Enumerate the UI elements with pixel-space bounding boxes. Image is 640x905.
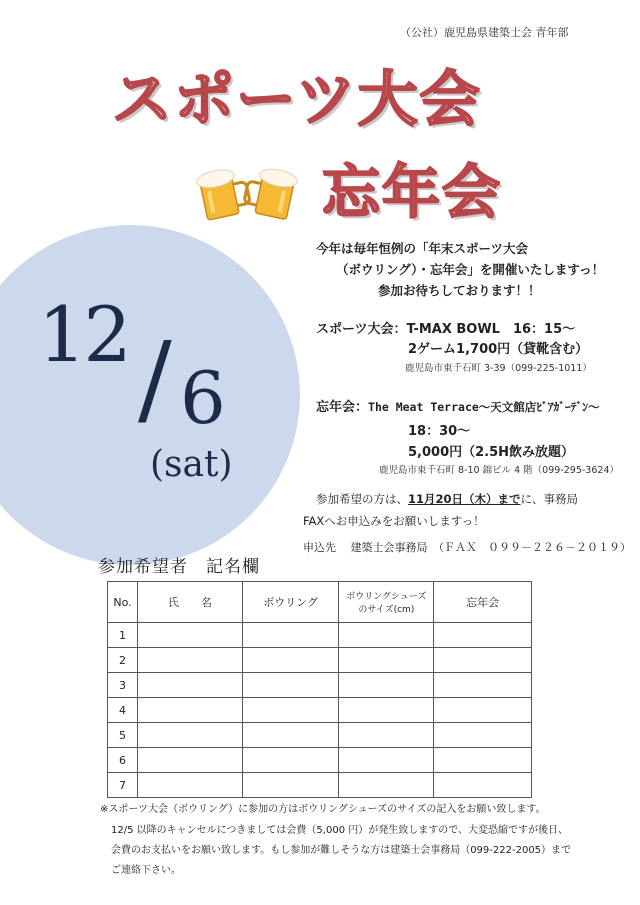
row-number: 2	[108, 648, 138, 673]
apply-pre: 参加希望の方は、	[316, 492, 408, 506]
name-cell[interactable]	[137, 673, 242, 698]
party-cell[interactable]	[434, 673, 532, 698]
party-cell[interactable]	[434, 698, 532, 723]
party-cell[interactable]	[434, 623, 532, 648]
bowling-cell[interactable]	[242, 773, 339, 798]
apply-contact: 申込先 建築士会事務局 （ＦＡＸ ０９９－２２６－２０１９）	[303, 541, 631, 554]
party-cell[interactable]	[434, 723, 532, 748]
party-venue: The Meat Terrace～天文館店ﾋﾞｱｶﾞｰﾃﾞﾝ～	[368, 400, 600, 414]
sports-label: スポーツ大会：	[316, 322, 407, 337]
header-bowling: ボウリング	[242, 582, 339, 623]
header-shoe-size: ボウリングシューズのサイズ(cm)	[339, 582, 434, 623]
party-fee: 5,000円（2.5H飲み放題）	[408, 445, 575, 460]
bowling-cell[interactable]	[242, 673, 339, 698]
shoe-size-cell[interactable]	[339, 648, 434, 673]
header-no: No.	[108, 582, 138, 623]
bowling-cell[interactable]	[242, 648, 339, 673]
table-row	[108, 698, 532, 723]
beer-mugs-icon	[196, 165, 306, 225]
intro-line-2: （ボウリング）・忘年会」を開催いたしますっ！	[336, 262, 605, 277]
row-number: 5	[108, 723, 138, 748]
row-number: 3	[108, 673, 138, 698]
shoe-size-cell[interactable]	[339, 773, 434, 798]
bowling-cell[interactable]	[242, 748, 339, 773]
party-time: 18：30～	[408, 424, 471, 439]
shoe-size-cell[interactable]	[339, 623, 434, 648]
party-info	[316, 396, 600, 415]
bowling-cell[interactable]	[242, 698, 339, 723]
table-row	[108, 723, 532, 748]
table-header-row	[108, 582, 532, 623]
name-cell[interactable]	[137, 723, 242, 748]
party-label: 忘年会：	[316, 400, 369, 415]
apply-deadline: 11月20日（木）まで	[408, 492, 521, 506]
party-cell[interactable]	[434, 648, 532, 673]
date-slash: /	[138, 320, 172, 437]
table-row	[108, 623, 532, 648]
note-line-3: 会費のお支払いをお願い致します。もし参加が難しそうな方は建築士会事務局（099-222-2005）まで	[111, 845, 572, 856]
name-cell[interactable]	[137, 623, 242, 648]
name-cell[interactable]	[137, 773, 242, 798]
apply-line-2: FAXへお申込みをお願いしますっ！	[303, 514, 485, 528]
organizer-label: （公社）鹿児島県建築士会 青年部	[400, 26, 569, 39]
event-title-party: 忘年会	[322, 158, 503, 226]
name-cell[interactable]	[137, 748, 242, 773]
row-number: 7	[108, 773, 138, 798]
table-row	[108, 673, 532, 698]
note-line-2: 12/5 以降のキャンセルにつきましては会費（5,000 円）が発生致しますので、大変恐縮ですが後日、	[111, 825, 569, 836]
party-address: 鹿児島市東千石町 8-10 錦ビル 4 階（099-295-3624）	[379, 465, 619, 476]
party-cell[interactable]	[434, 748, 532, 773]
row-number: 6	[108, 748, 138, 773]
bowling-cell[interactable]	[242, 623, 339, 648]
event-title-sports: スポーツ大会	[112, 65, 482, 135]
date-month: 12	[38, 290, 129, 379]
date-day: 6	[180, 356, 226, 440]
shoe-size-cell[interactable]	[339, 748, 434, 773]
sports-address: 鹿児島市東千石町 3-39（099-225-1011）	[405, 363, 592, 374]
shoe-size-cell[interactable]	[339, 723, 434, 748]
note-line-1: ※スポーツ大会（ボウリング）に参加の方はボウリングシューズのサイズの記入をお願い致します。	[100, 804, 546, 815]
header-party: 忘年会	[434, 582, 532, 623]
sports-fee: 2ゲーム1,700円（貸靴含む）	[408, 342, 589, 357]
shoe-size-cell[interactable]	[339, 698, 434, 723]
sports-venue-time: T-MAX BOWL 16：15～	[406, 322, 576, 337]
shoe-size-cell[interactable]	[339, 673, 434, 698]
apply-line-1	[316, 491, 578, 507]
note-line-4: ご連絡下さい。	[111, 865, 181, 876]
row-number: 4	[108, 698, 138, 723]
table-row	[108, 648, 532, 673]
header-name: 氏 名	[137, 582, 242, 623]
table-row	[108, 748, 532, 773]
registration-table	[107, 581, 532, 798]
name-cell[interactable]	[137, 698, 242, 723]
date-weekday: (sat)	[150, 444, 233, 485]
intro-line-3: 参加お待ちしております！！	[378, 283, 541, 298]
row-number: 1	[108, 623, 138, 648]
apply-post: に、事務局	[520, 492, 579, 506]
party-cell[interactable]	[434, 773, 532, 798]
sports-info	[316, 318, 575, 337]
table-row	[108, 773, 532, 798]
intro-line-1: 今年は毎年恒例の「年末スポーツ大会	[316, 241, 529, 256]
name-cell[interactable]	[137, 648, 242, 673]
bowling-cell[interactable]	[242, 723, 339, 748]
form-title: 参加希望者 記名欄	[98, 557, 260, 577]
